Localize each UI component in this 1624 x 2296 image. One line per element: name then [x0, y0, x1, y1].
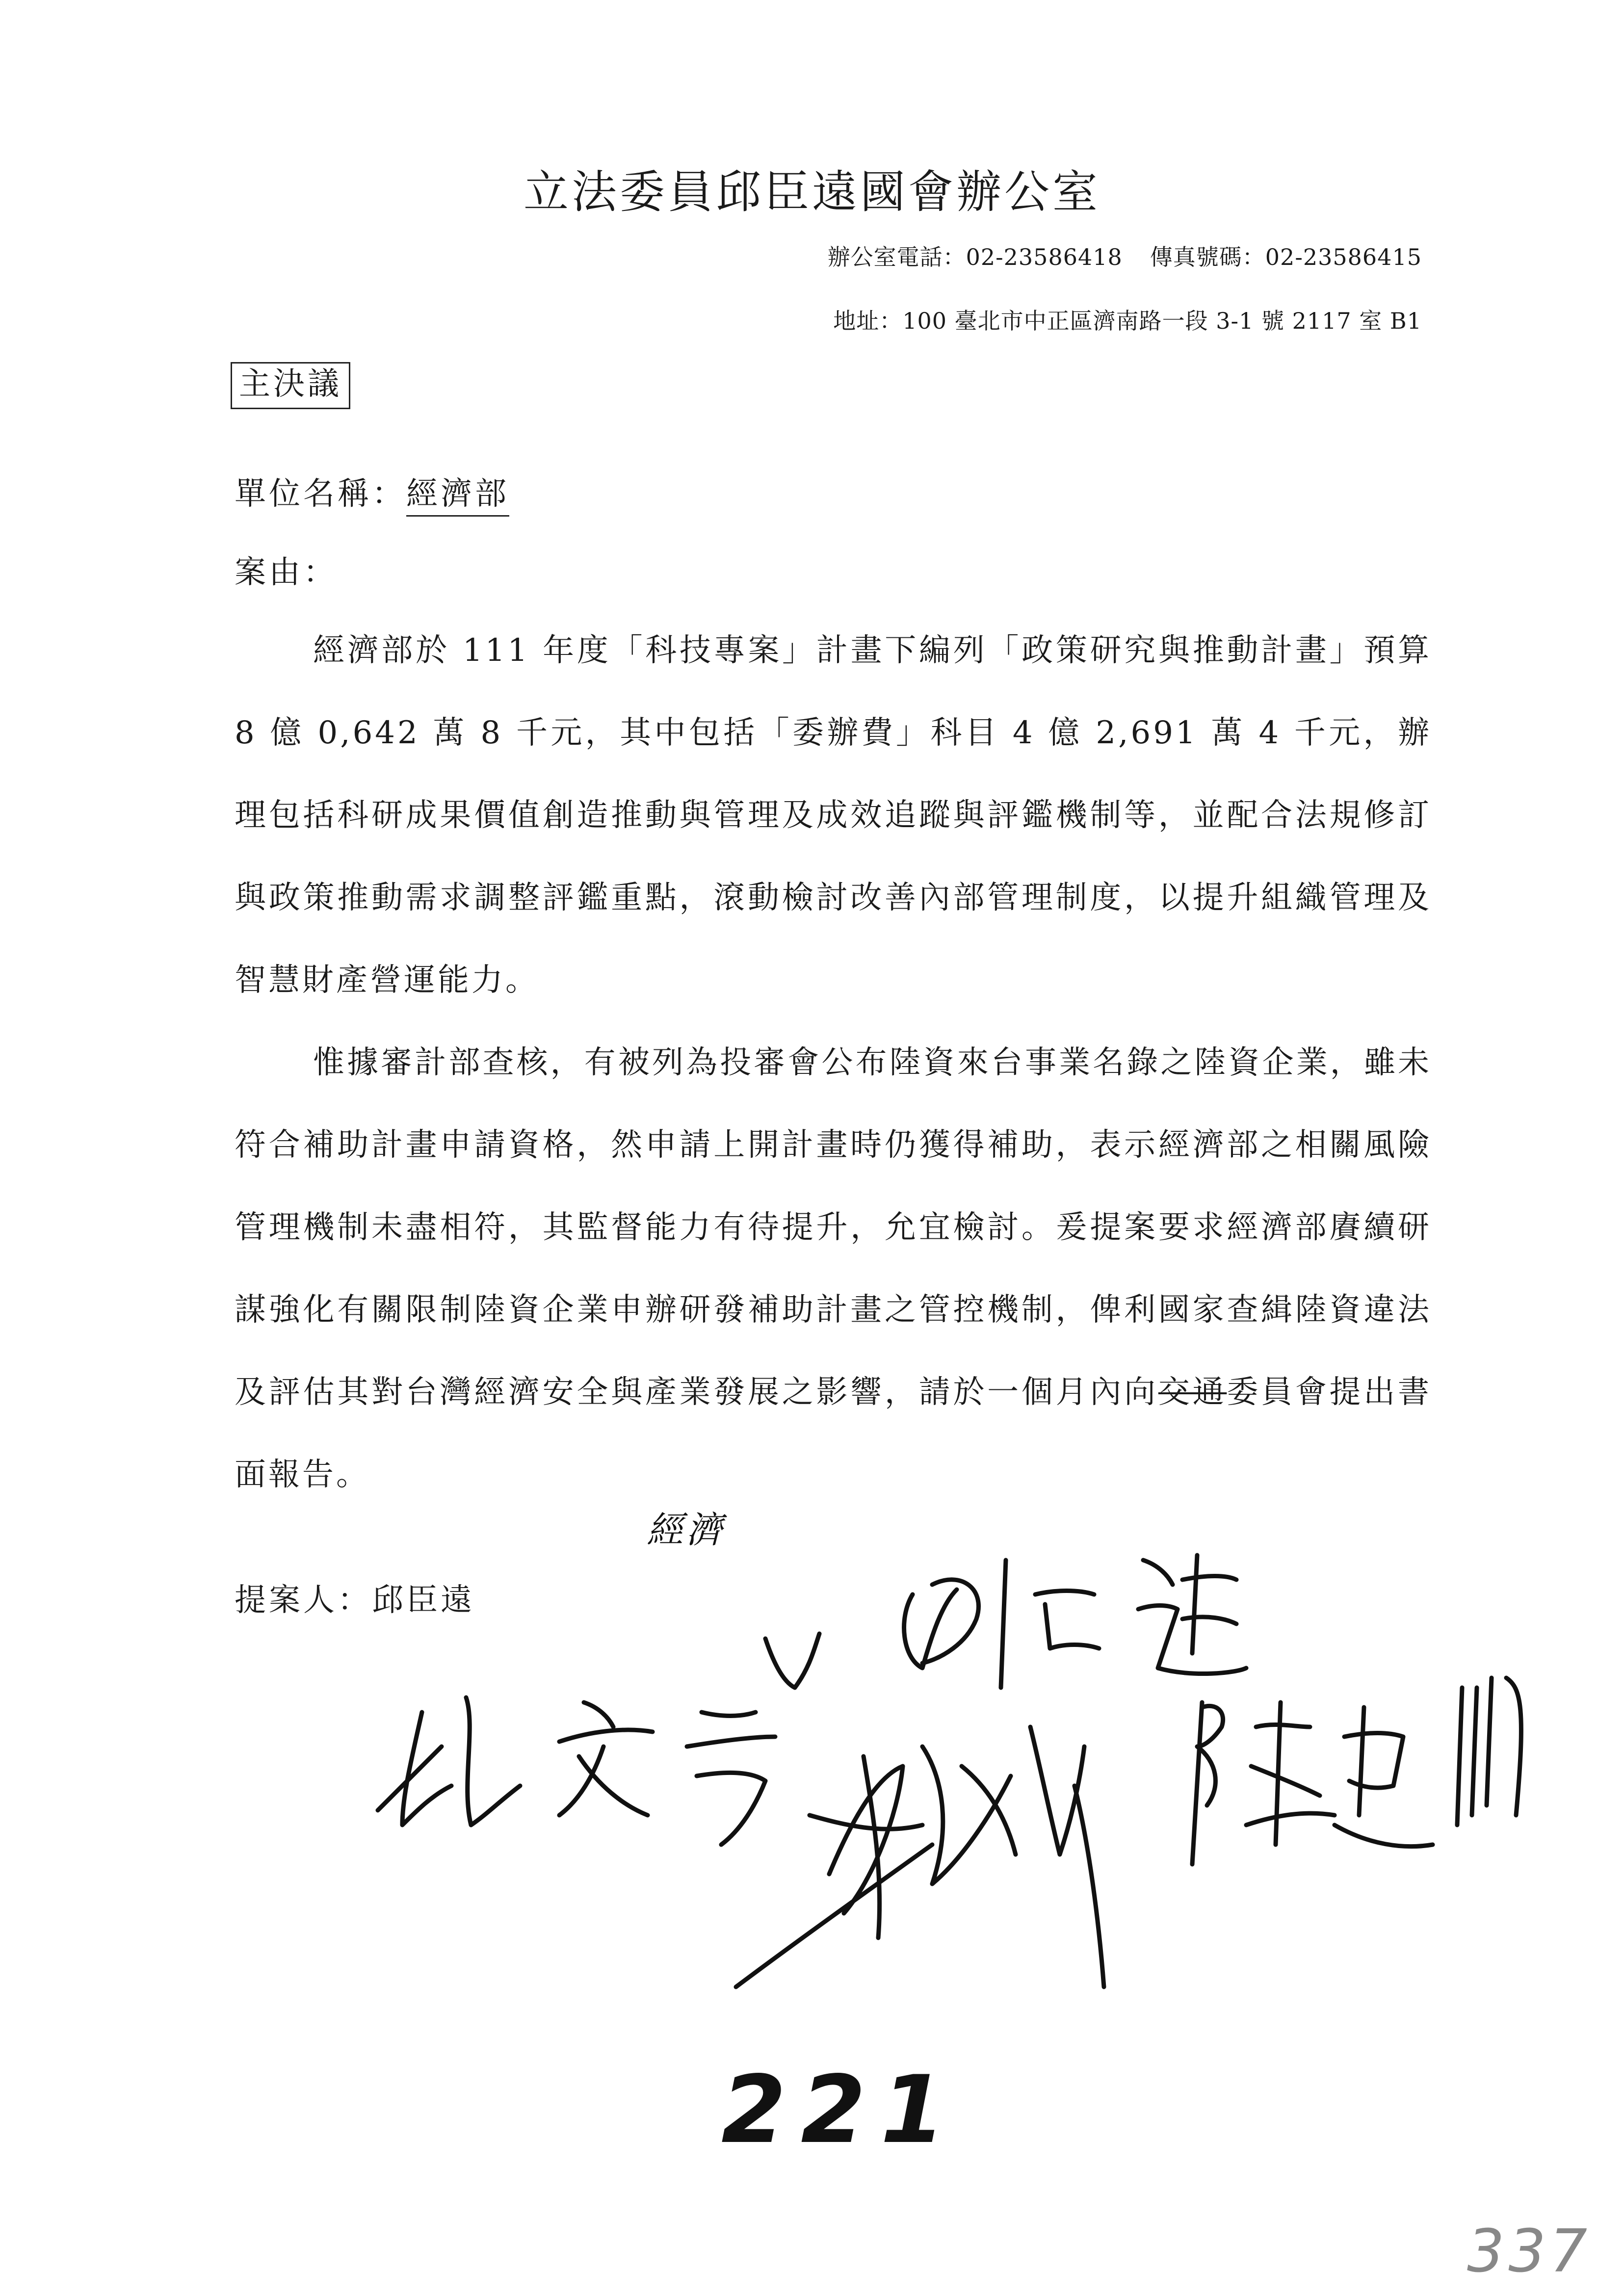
phone-number: 辦公室電話：02-23586418 — [827, 244, 1123, 270]
proposer-label: 提案人： — [235, 1582, 372, 1618]
paragraph-budget: 經濟部於 111 年度「科技專案」計畫下編列「政策研究與推動計畫」預算 8 億 0,642 萬 8 千元，其中包括「委辦費」科目 4 億 2,691 萬 4 千元，辦理包括科研成果價值創造推動與管理及成效追蹤與評鑑機制等，並配合法規修訂與政策推動需求調整評鑑重點，滾動檢討改善內部管理制度，以提升組織管理及智慧財產營運能力。 — [235, 632, 1432, 998]
paragraph-audit-text: 惟據審計部查核，有被列為投審會公布陸資來台事業名錄之陸資企業，雖未符合補助計畫申請資格，然申請上開計畫時仍獲得補助，表示經濟部之相關風險管理機制未盡相符，其監督能力有待提升，允宜檢討。爰提案要求經濟部賡續研謀強化有關限制陸資企業申辦研發補助計畫之管控機制，俾利國家查緝陸資違法及評估其對台灣經濟安全與產業發展之影響，請於一個月內向 — [235, 1044, 1432, 1410]
struck-committee-name: 交通 — [1158, 1374, 1227, 1410]
signature-chen-chaoming — [1192, 1678, 1521, 1864]
signature-kong-wenji — [378, 1634, 819, 1845]
signature-middle — [736, 1727, 1104, 1987]
archive-stamp-number: 337 — [1467, 2218, 1592, 2286]
handwritten-page-number: 221 — [721, 2056, 960, 2164]
unit-name-field — [235, 469, 509, 514]
paragraph-audit-ending: 委員會提出書面報告。 — [235, 1374, 1432, 1493]
unit-name-label: 單位名稱： — [235, 476, 406, 512]
unit-name-value: 經濟部 — [406, 476, 509, 517]
paragraph-audit — [235, 1021, 1432, 1516]
contact-line — [828, 239, 1422, 272]
office-title: 立法委員邱臣遠國會辦公室 — [523, 166, 1100, 218]
signature-qiu-chenyuan — [904, 1555, 1246, 1688]
proposer-field — [235, 1575, 475, 1620]
reason-label: 案由： — [235, 554, 338, 591]
proposer-name: 邱臣遠 — [372, 1582, 475, 1618]
fax-number: 傳真號碼：02-23586415 — [1150, 244, 1422, 270]
handwritten-correction: 經濟 — [647, 1509, 725, 1551]
office-address: 地址：100 臺北市中正區濟南路一段 3-1 號 2117 室 B1 — [833, 308, 1422, 334]
resolution-type-box: 主決議 — [231, 362, 350, 409]
